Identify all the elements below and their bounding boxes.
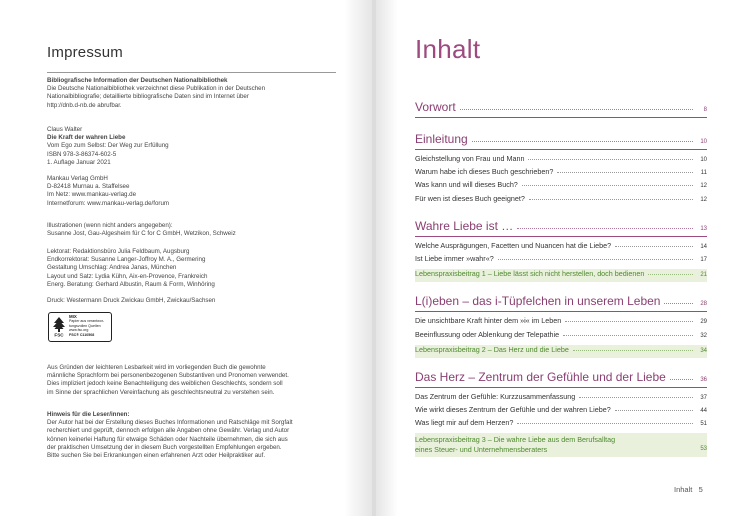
- hint-block: [47, 411, 337, 460]
- leader-dots: [528, 159, 693, 160]
- book-info-block: [47, 126, 337, 167]
- biblio-line: http://dnb.d-nb.de abrufbar.: [47, 101, 122, 109]
- toc-entry-page: 51: [700, 421, 707, 428]
- toc-entry-text: Welche Ausprägungen, Facetten und Nuancen hat die Liebe?: [415, 240, 612, 250]
- credits-line: Gestaltung Umschlag: Andrea Janas, München: [47, 264, 177, 272]
- hint-line: Bitte suchen Sie bei Erkrankungen einen erfahrenen Arzt oder Heilpraktiker auf.: [47, 452, 266, 460]
- section-divider: [415, 311, 707, 312]
- toc-entry-text: Für wen ist dieses Buch geeignet?: [415, 193, 525, 203]
- leader-dots: [557, 172, 693, 173]
- fsc-brand: FSC: [54, 332, 64, 337]
- toc-entry-page: 12: [700, 196, 707, 203]
- toc-title: Inhalt: [415, 34, 481, 64]
- illustrations-line: Illustrationen (wenn nicht anders angegeben):: [47, 222, 173, 229]
- hint-line: der praktischen Umsetzung der in diesem Buch vorgestellten Empfehlungen ergeben.: [47, 443, 282, 451]
- spine-shadow-right: [376, 0, 398, 516]
- fsc-code: FSC® C110508: [69, 332, 95, 337]
- illustrations-block: [47, 222, 337, 238]
- toc-section-title: Das Herz – Zentrum der Gefühle und der Liebe: [415, 369, 666, 384]
- toc-entry[interactable]: [415, 241, 707, 254]
- toc-section-heading[interactable]: [415, 294, 707, 310]
- book-title: Die Kraft der wahren Liebe: [47, 134, 126, 142]
- publisher-block: [47, 175, 337, 208]
- book-author: Claus Walter: [47, 126, 83, 133]
- biblio-line: Die Deutsche Nationalbibliothek verzeichnet diese Publikation in der Deutschen: [47, 85, 266, 93]
- fsc-text: [69, 315, 109, 337]
- toc-section-page: 28: [700, 301, 707, 308]
- section-divider: [415, 387, 707, 388]
- toc-entry[interactable]: [415, 392, 707, 405]
- biblio-line: Nationalbibliografie; detaillierte bibliografische Daten sind im Internet über: [47, 93, 249, 101]
- right-page: [376, 0, 750, 516]
- gender-note-line: im Sinne der sprachlichen Vereinfachung als geschlechtsneutral zu verstehen sein.: [47, 388, 275, 396]
- toc-entry-page: 17: [700, 256, 707, 263]
- toc-entry-lebenspraxis[interactable]: [415, 269, 707, 282]
- spine-shadow-left: [344, 0, 372, 516]
- leader-dots: [522, 185, 693, 186]
- toc-entry[interactable]: [415, 154, 707, 167]
- page-number: 5: [698, 485, 703, 494]
- leader-dots: [517, 423, 693, 424]
- leader-dots: [498, 259, 693, 260]
- toc-section-heading[interactable]: [415, 219, 707, 235]
- toc-entry-page: 12: [700, 183, 707, 190]
- leader-dots: [615, 410, 693, 411]
- credits-line: Layout und Satz: Lydia Kühn, Aix-en-Provence, Frankreich: [47, 272, 208, 280]
- section-divider: [415, 117, 707, 118]
- toc-section-title: Wahre Liebe ist …: [415, 218, 514, 233]
- gender-note-line: Aus Gründen der leichteren Lesbarkeit wird im vorliegenden Buch die gewohnte: [47, 364, 266, 371]
- toc-entry-page: 53: [700, 446, 707, 453]
- fsc-label: [48, 312, 112, 342]
- toc-entry-text: Die unsichtbare Kraft hinter dem »i« im Leben: [415, 316, 562, 326]
- toc-entry[interactable]: [415, 180, 707, 193]
- title-divider: [47, 72, 336, 73]
- footer-label: Inhalt: [674, 485, 693, 494]
- toc-section-title: L(i)eben – das i-Tüpfelchen in unserem Leben: [415, 294, 661, 309]
- impressum-title: Impressum: [47, 44, 123, 61]
- toc-entry[interactable]: [415, 330, 707, 343]
- toc-section-page: 36: [700, 376, 707, 383]
- toc-entry-page: 14: [700, 243, 707, 250]
- toc-entry-page: 11: [700, 170, 707, 177]
- toc-entry-text: Beeinflussung oder Ablenkung der Telepathie: [415, 329, 560, 339]
- toc-section: [415, 100, 707, 118]
- leader-dots: [529, 199, 693, 200]
- hint-line: können keinerlei Haftung für etwaige Schäden oder Nachteile übernehmen, die sich aus: [47, 435, 288, 443]
- toc-entry-text: Lebenspraxisbeitrag 3 – Die wahre Liebe aus dem Berufsalltag: [415, 435, 616, 445]
- toc-entry-page: 37: [700, 394, 707, 401]
- toc-section-page: 10: [700, 139, 707, 145]
- fsc-tree-icon: [52, 316, 66, 337]
- left-page: [0, 0, 372, 516]
- print-line: Druck: Westermann Druck Zwickau GmbH, Zwickau/Sachsen: [47, 297, 216, 304]
- toc-entry-text: Lebenspraxisbeitrag 1 – Liebe lässt sich nicht herstellen, doch bedienen: [415, 269, 645, 279]
- leader-dots: [648, 274, 693, 275]
- toc-section: [415, 370, 707, 458]
- leader-dots: [472, 141, 693, 142]
- book-subtitle: Vom Ego zum Selbst: Der Weg zur Erfüllung: [47, 142, 169, 150]
- leader-dots: [579, 397, 693, 398]
- toc-entry-text: Was liegt mir auf dem Herzen?: [415, 418, 514, 428]
- gender-note-block: [47, 364, 337, 397]
- toc-entry-text: Gleichstellung von Frau und Mann: [415, 154, 525, 163]
- toc-entry-page: 34: [700, 347, 707, 354]
- print-block: [47, 297, 337, 305]
- credits-line: Lektorat: Redaktionsbüro Julia Feldbaum, Augsburg: [47, 248, 190, 255]
- page-footer: [674, 485, 703, 494]
- publisher-line: Im Netz: www.mankau-verlag.de: [47, 191, 137, 199]
- hint-line: recherchiert und geprüft, dennoch erfolgen alle Angaben ohne Gewähr. Verlag und Autor: [47, 427, 290, 435]
- hint-heading: Hinweis für die Leser/innen:: [47, 411, 130, 418]
- publisher-line: D-82418 Murnau a. Staffelsee: [47, 183, 130, 191]
- toc-entry-text: Lebenspraxisbeitrag 2 – Das Herz und die Liebe: [415, 344, 569, 354]
- leader-dots: [460, 109, 693, 110]
- leader-dots: [670, 379, 693, 380]
- illustrations-line: Susanne Jost, Gau-Algesheim für C for C GmbH, Wetzikon, Schweiz: [47, 230, 236, 238]
- table-of-contents: [415, 100, 707, 457]
- hint-line: Der Autor hat bei der Erstellung dieses Buches Informationen und Ratschläge mit Sorgfalt: [47, 419, 293, 427]
- toc-entry[interactable]: [415, 316, 707, 329]
- publisher-line: Internetforum: www.mankau-verlag.de/forum: [47, 199, 170, 207]
- toc-entry-lebenspraxis[interactable]: [415, 433, 707, 457]
- toc-section-heading[interactable]: [415, 100, 707, 116]
- toc-entry-page: 44: [700, 408, 707, 415]
- toc-section-page: 8: [703, 107, 707, 113]
- leader-dots: [563, 335, 693, 336]
- toc-section-page: 13: [700, 225, 707, 232]
- toc-entry-text: Das Zentrum der Gefühle: Kurzzusammenfassung: [415, 391, 576, 401]
- toc-entry[interactable]: [415, 405, 707, 418]
- toc-section-heading[interactable]: [415, 370, 707, 386]
- toc-entry[interactable]: [415, 167, 707, 180]
- credits-block: [47, 248, 337, 289]
- toc-entry-text: Ist Liebe immer »wahr«?: [415, 253, 494, 263]
- toc-entry[interactable]: [415, 254, 707, 267]
- fsc-url: www.fsc.org: [69, 328, 89, 333]
- section-divider: [415, 149, 707, 150]
- toc-entry-lebenspraxis[interactable]: [415, 345, 707, 358]
- toc-entry-text: Warum habe ich dieses Buch geschrieben?: [415, 167, 554, 177]
- gender-note-line: Dies impliziert jedoch keine Benachteiligung des weiblichen Geschlechts, sondern soll: [47, 380, 283, 388]
- credits-line: Endkorrektorat: Susanne Langer-Joffroy M. A., Germering: [47, 256, 206, 264]
- toc-section: [415, 132, 707, 207]
- publisher-line: Mankau Verlag GmbH: [47, 175, 108, 182]
- toc-section: [415, 294, 707, 358]
- fsc-line: tungsvollen Quellen: [69, 323, 101, 328]
- leader-dots: [517, 228, 693, 229]
- section-divider: [415, 236, 707, 237]
- toc-entry-text: Wie wirkt dieses Zentrum der Gefühle und der wahren Liebe?: [415, 405, 611, 415]
- toc-entry[interactable]: [415, 418, 707, 431]
- fsc-mix: MIX: [69, 314, 77, 319]
- toc-section-title: Vorwort: [415, 100, 456, 114]
- toc-entry-text: Was kann und will dieses Buch?: [415, 180, 518, 190]
- toc-entry[interactable]: [415, 194, 707, 207]
- toc-section-title: Einleitung: [415, 132, 468, 146]
- toc-section: [415, 219, 707, 283]
- leader-dots: [664, 303, 693, 304]
- fsc-line: Papier aus verantwor-: [69, 319, 105, 324]
- book-isbn: ISBN 978-3-86374-602-5: [47, 150, 117, 158]
- toc-entry-page: 21: [700, 272, 707, 279]
- book-edition: 1. Auflage Januar 2021: [47, 158, 111, 166]
- credits-line: Energ. Beratung: Gerhard Albustin, Raum & Form, Winhöring: [47, 280, 215, 288]
- toc-entry-page: 32: [700, 332, 707, 339]
- toc-entry-page: 29: [700, 319, 707, 326]
- gender-note-line: männliche Sprachform bei personenbezogenen Substantiven und Pronomen verwendet.: [47, 372, 289, 380]
- biblio-block: [47, 77, 337, 110]
- toc-entry-text: eines Steuer- und Unternehmensberaters: [415, 445, 548, 455]
- toc-section-heading[interactable]: [415, 132, 707, 148]
- biblio-heading: Bibliografische Information der Deutschen Nationalbibliothek: [47, 77, 228, 84]
- leader-dots: [573, 350, 693, 351]
- leader-dots: [565, 321, 693, 322]
- toc-entry-page: 10: [700, 157, 707, 163]
- leader-dots: [615, 246, 693, 247]
